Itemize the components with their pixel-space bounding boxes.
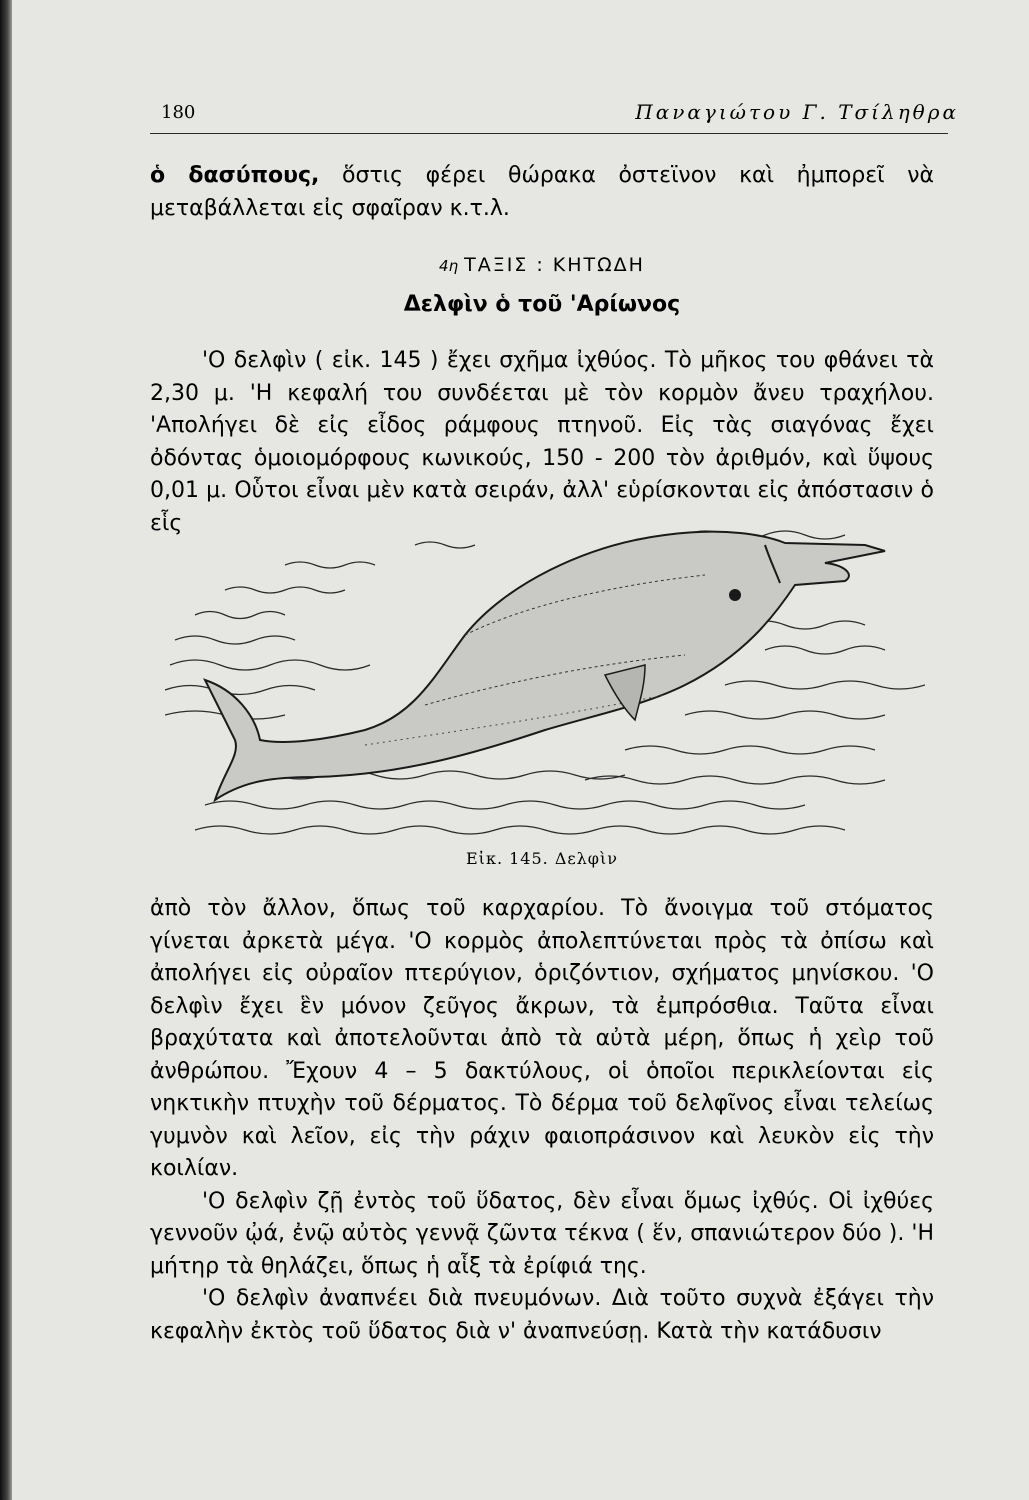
running-title: Παναγιώτου Γ. Τσίληθρα <box>635 100 959 124</box>
paragraph: ἀπὸ τὸν ἄλλον, ὅπως τοῦ καρχαρίου. Τὸ ἄνοιγμα τοῦ στόματος γίνεται ἀρκετὰ μέγα. 'Ο κορμὸς ἀπολεπτύνεται πρὸς τὰ ὀπίσω καὶ ἀπολήγει εἰς οὐραῖον πτερύγιον, ὁριζόντιον, σχήματος μηνίσκου. 'Ο δελφὶν ἔχει ἓν μόνον ζεῦγος ἄκρων, τὰ ἐμπρόσθια. Ταῦτα εἶναι βραχύτατα καὶ ἀποτελοῦνται ἀπὸ τὰ αὐτὰ μέρη, ὅπως ἡ χεὶρ τοῦ ἀνθρώπου. Ἔχουν 4 – 5 δακτύλους, οἱ ὁποῖοι περικλείονται εἰς νηκτικὴν πτυχὴν τοῦ δέρματος. Τὸ δέρμα τοῦ δελφῖνος εἶναι τελείως γυμνὸν καὶ λεῖον, εἰς τὴν ράχιν φαιοπράσινον καὶ λευκὸν εἰς τὴν κοιλίαν. <box>150 896 934 1181</box>
text-before-figure <box>150 345 934 540</box>
order-number: 4η <box>439 257 459 275</box>
intro-text: ὅστις φέρει θώρακα ὀστεϊνον καὶ ἠμπορεῖ νὰ μεταβάλλεται εἰς σφαῖραν κ.τ.λ. <box>150 163 935 221</box>
dolphin-illustration <box>165 515 925 845</box>
section-title: Δελφὶν ὁ τοῦ 'Αρίωνος <box>403 292 681 317</box>
order-label: ΤΑΞΙΣ : ΚΗΤΩΔΗ <box>464 254 645 276</box>
paragraph: 'Ο δελφὶν ἀναπνέει διὰ πνευμόνων. Διὰ τοῦτο συχνὰ ἐξάγει τὴν κεφαλὴν ἐκτὸς τοῦ ὕδατος διὰ ν' ἀναπνεύσῃ. Κατὰ τὴν κατάδυσιν <box>150 1286 934 1344</box>
book-spine-shadow <box>0 0 12 1500</box>
figure-caption: Εἰκ. 145. Δελφὶν <box>465 849 619 868</box>
paragraph: 'Ο δελφὶν ( εἰκ. 145 ) ἔχει σχῆμα ἰχθύος. Τὸ μῆκος του φθάνει τὰ 2,30 μ. 'Η κεφαλή του συνδέεται μὲ τὸν κορμὸν ἄνευ τραχήλου. 'Απολήγει δὲ εἰς εἶδος ράμφους πτηνοῦ. Εἰς τὰς σιαγόνας ἔχει ὀδόντας ὁμοιομόρφους κωνικούς, 150 - 200 τὸν ἀριθμόν, καὶ ὕψους 0,01 μ. Οὗτοι εἶναι μὲν κατὰ σειράν, ἀλλ' εὑρίσκονται εἰς ἀπόστασιν ὁ εἷς <box>150 348 934 536</box>
section-order-heading <box>150 254 934 276</box>
intro-paragraph <box>150 160 934 225</box>
intro-bold-term: ὁ δασύπους, <box>150 163 320 188</box>
header-rule <box>150 133 948 134</box>
dolphin-body <box>205 532 885 800</box>
page-number: 180 <box>161 102 196 123</box>
text-after-figure <box>150 893 934 1348</box>
paragraph: 'Ο δελφὶν ζῇ ἐντὸς τοῦ ὕδατος, δὲν εἶναι ὅμως ἰχθύς. Οἱ ἰχθύες γεννοῦν ᾠά, ἐνῷ αὐτὸς γεννᾷ ζῶντα τέκνα ( ἕν, σπανιώτερον δύο ). 'Η μήτηρ τὰ θηλάζει, ὅπως ἡ αἷξ τὰ ἐρίφιά της. <box>150 1188 934 1279</box>
